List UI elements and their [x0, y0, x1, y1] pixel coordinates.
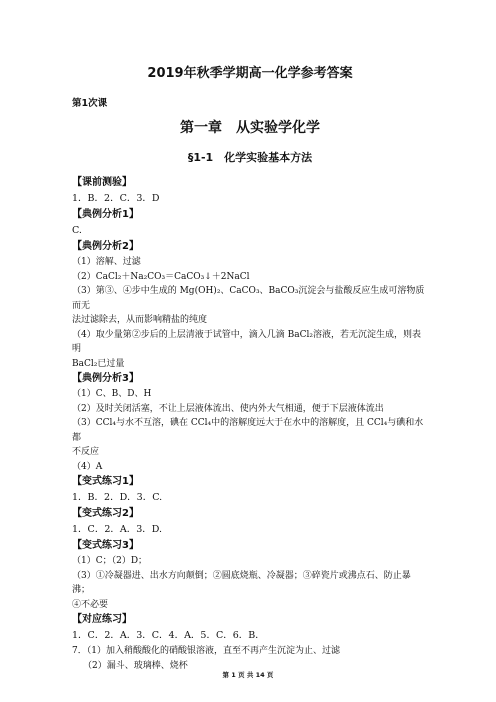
answer-block — [72, 474, 428, 506]
answer-line: （2）漏斗、玻璃棒、烧杯 — [83, 660, 188, 671]
answer-line: （1）C；（2）D； — [72, 556, 148, 566]
lesson-label: 第1次课 — [72, 98, 108, 109]
page-footer: 第 1 页 共 14 页 — [222, 671, 274, 679]
answer-block — [72, 506, 428, 538]
answer-line: （4）A — [72, 461, 103, 472]
answer-line: （1）溶解、过滤 — [72, 257, 141, 267]
answer-block — [72, 207, 428, 239]
document-title: 2019年秋季学期高一化学参考答案 — [147, 66, 353, 81]
chapter-heading: 第一章 从实验学化学 — [180, 120, 320, 136]
block-heading: 【变式练习1】 — [72, 476, 139, 487]
answer-line: BaCl₂已过量 — [72, 358, 125, 369]
answer-line: （3）CCl₄与水不互溶，碘在 CCl₄中的溶解度远大于在水中的溶解度，且 CCl₄与碘和水都 — [72, 418, 424, 443]
block-heading: 【课前测验】 — [72, 177, 132, 188]
answer-line: C. — [72, 225, 82, 236]
answer-line: （2）及时关闭活塞，不让上层液体流出、使内外大气相通，便于下层液体流出 — [72, 403, 384, 414]
page-content — [72, 62, 428, 673]
answer-line: （3）第③、④步中生成的 Mg(OH)₂、CaCO₃、BaCO₃沉淀会与盐酸反应生成可溶物质而无 — [72, 286, 425, 311]
answer-line: （2）CaCl₂＋Na₂CO₃＝CaCO₃↓＋2NaCl — [72, 271, 250, 282]
answer-line: （1）C、B、D、H — [72, 389, 152, 399]
answer-line: 1．C．2．A．3．D. — [72, 524, 163, 535]
block-heading: 【典例分析3】 — [72, 373, 139, 384]
answer-block — [72, 239, 428, 371]
answer-block — [72, 612, 428, 673]
answer-line: 7．（1）加入稍酸酸化的硝酸银溶液，直至不再产生沉淀为止、过滤 — [72, 646, 340, 656]
block-heading: 【典例分析2】 — [72, 241, 139, 252]
answer-line: （4）取少量第②步后的上层清液于试管中，滴入几滴 BaCl₂溶液，若无沉淀生成，则表明 — [72, 329, 421, 354]
block-heading: 【典例分析1】 — [72, 209, 139, 220]
answer-line: 不反应 — [72, 447, 100, 457]
answer-line: 法过滤除去，从而影响精盐的纯度 — [72, 315, 208, 325]
answer-block — [72, 371, 428, 474]
answer-line: ④不必要 — [72, 599, 109, 610]
answer-line: 1．C．2．A．3．C．4．A．5．C．6．B． — [72, 630, 265, 641]
answer-line: （3）①冷凝器进、出水方向颠倒；②圆底烧瓶、冷凝器；③碎瓷片或沸点石、防止暴沸； — [72, 570, 411, 595]
answer-line: 1．B．2．C．3．D — [72, 193, 160, 204]
section-heading: §1-1 化学实验基本方法 — [187, 151, 313, 164]
answer-block — [72, 538, 428, 612]
block-heading: 【对应练习】 — [72, 614, 132, 625]
answer-block — [72, 175, 428, 207]
answer-line: 1．B．2．D．3．C. — [72, 492, 163, 503]
block-heading: 【变式练习3】 — [72, 540, 139, 551]
block-heading: 【变式练习2】 — [72, 508, 139, 519]
